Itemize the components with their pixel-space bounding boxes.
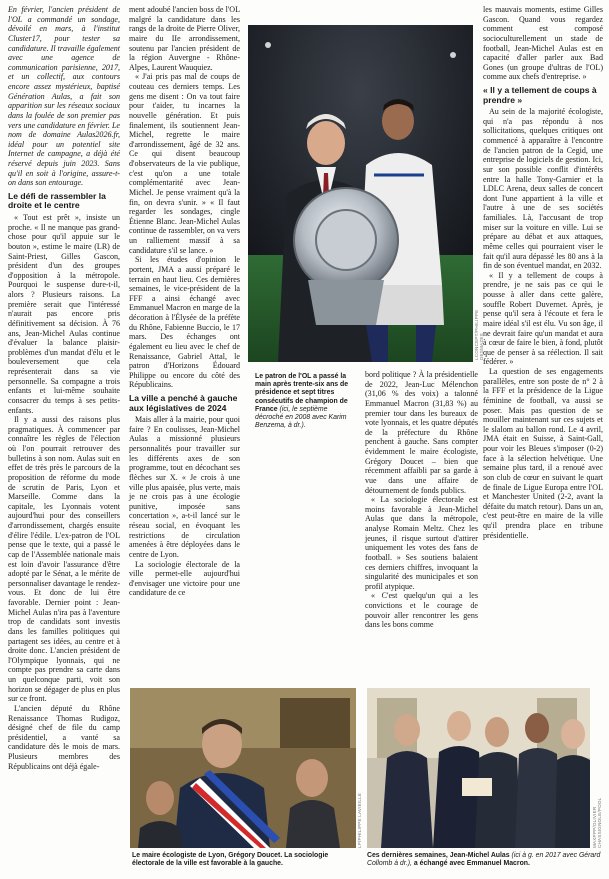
article-column-2	[129, 5, 240, 598]
photo-elysee	[367, 688, 590, 848]
paragraph: Si les études d'opinion le portent, JMA a aussi préparé le terrain en haut lieu. Ces dernières semaines, le vice-président de la FFF a ainsi échangé avec Emmanuel Macron en marge de la décoration à l'Élysée de la préfète du Rhône, Fabienne Buccio, le 17 mars. Des échanges ont également eu lieu avec le chef de Renaissance, Gabriel Attal, le patron d'Horizons Édouard Philippe ou encore du côté des Républicains.	[129, 255, 240, 390]
paragraph: La question de ses engagements parallèles, entre son poste de n° 2 à la FFF et la présidence de la Ligue féminine de football, va aussi se poser. Mais pas question de se mouiller maintenant sur ces sujets et le slalom au ballon rond. Le 4 avril, JMA était en Suisse, à Saint-Gall, pour voir les Bleues s'imposer (0-2) face à la sélection helvétique. Une semaine plus tard, il a renoué avec son club de cœur en suivant le quart de finale de Ligue Europa entre l'OL et Manchester United (2-2, avant la défaite du match retour). Dans un an, c'est peut-être en maire de la ville qu'il prendra place en tribune présidentielle.	[483, 367, 603, 540]
paragraph: les mauvais moments, estime Gilles Gascon. Quand vous regardez comment est composé socioculturellement un stade de football, Jean-Michel Aulas est en capacité d'aller parler aux Bad Gones (un groupe d'ultras de l'OL) comme aux chefs d'entreprise. »	[483, 5, 603, 82]
photo-illustration	[248, 25, 473, 362]
paragraph: Mais aller à la mairie, pour quoi faire ? En coulisses, Jean-Michel Aulas a missionné plusieurs personnalités pour travailler sur les différents axes de son programme, tout en décochant ses flèches sur X. « Je crois à une ville plus apaisée, plus verte, mais je ne crois pas à une écologie punitive, imposée sans concertation », a-t-il lancé sur le réseau social, en évoquant les restrictions de circulation amenées à être déployées dans le centre de Lyon.	[129, 415, 240, 559]
paragraph: En février, l'ancien président de l'OL a commandé un sondage, dévoilé en mars, à l'institut Cluster17, pour tester sa candidature. Il travaille également avec une agence de communication parisienne, 2017, et un collectif, aux contours encore assez mystérieux, baptisé Génération Aulas, a fait son apparition sur les réseaux sociaux dans la foulée de son premier pas vers une candidature en février. Le nom de domaine Aulas2026.fr, idéal pour un potentiel site Internet de campagne, a déjà été réservé depuis juin 2023. Sans qu'il en soit à l'origine, assure-t-on dans son entourage.	[8, 5, 120, 188]
photo-credit: LP/PHILIPPE LAVIEILLE	[357, 792, 362, 848]
caption-bold: Le patron de l'OL a passé la main après trente-six ans de présidence et sept titres consécutifs de champion de France	[255, 373, 349, 413]
paragraph: « Il y a tellement de coups à prendre, je ne sais pas ce qui le pousse à aller dans cette galère, souffle Robert Duvernet. Après, je pense qu'il sera à l'écoute et fera le maire idéal s'il est élu. Vu son âge, il ne devrait faire qu'un mandat et aura à cœur de faire le bien, à fond, plutôt que de penser à sa réélection. Il sait fédérer. »	[483, 270, 603, 367]
article-column-4	[483, 5, 603, 660]
paragraph: ment adoubé l'ancien boss de l'OL malgré la candidature dans les rangs de la droite de Pierre Oliver, maire du IIe arrondissement, soutenu par l'ancien président de la région Auvergne - Rhône-Alpes, Laurent Wauquiez.	[129, 5, 240, 72]
photo-aulas-trophy	[248, 25, 473, 362]
caption-text: a échangé avec Emmanuel Macron.	[413, 860, 530, 868]
photo-credit: LCONCEPT/PHILIPPE DESMAZES	[474, 309, 484, 360]
article-column-3	[365, 370, 478, 660]
photo-credit: MAXPPP/OLIVIER CHASSIGNOLE/POOL	[592, 797, 602, 848]
caption-italic: (ici, le septième décroché en 2008 avec Karim Benzema, à dr.).	[255, 405, 347, 430]
paragraph: « Tout est prêt », insiste un proche. « Il ne manque pas grand-chose pour qu'il appuie sur le bouton », estime le maire (LR) de Saint-Priest, Gilles Gascon, président d'un des groupes d'opposition à la métropole. Pourquoi le suspense dure-t-il, alors ? Plusieurs raisons. La première serait que l'intéressé n'aurait pas encore pris définitivement sa décision. À 76 ans, Jean-Michel Aulas continue d'évaluer la balance plaisir-problèmes d'un mandat d'élu et le bouleversement que cela représenterait dans sa vie personnelle. Sa compagne a trois enfants et lui-même souhaite consacrer du temps à ses petits-enfants.	[8, 213, 120, 415]
caption-italic: (ici à g. en 2017 avec Gérard Collomb à dr.),	[367, 852, 601, 868]
paragraph: « La sociologie électorale est moins favorable à Jean-Michel Aulas que dans la métropole, analyse Romain Meltz. Chez les jeunes, il risque surtout d'attirer uniquement les votes des fans de football. » Ses soutiens balaient ces derniers chiffres, invoquant la singularité des municipales et son profil atypique.	[365, 495, 478, 591]
paragraph: « J'ai pris pas mal de coups de couteau ces derniers temps. Les gens me disent : On va tout faire pour t'aider, tu incarnes la nouvelle génération. Et puis finalement, ils soutiennent Jean-Michel, regrette le maire d'arrondissement, âgé de 32 ans. Ce qui disent beaucoup d'observateurs de la vie publique, c'est qu'on a une totale complémentarité avec Jean-Michel. Je pense vraiment qu'à la fin, on devra s'unir. » « Il faut regarder les sondages, cingle Étienne Blanc. Jean-Michel Aulas continue de rassembler, on va vers un ralliement massif à sa candidature s'il se lance. »	[129, 72, 240, 255]
caption-bold: Le maire écologiste de Lyon, Grégory Doucet.	[132, 852, 283, 859]
paragraph: L'ancien député du Rhône Renaissance Thomas Rudigoz, désigné chef de file du camp présidentiel, a vanté sa candidature dès le mois de mars. Plusieurs membres des Républicains ont déjà égale-	[8, 703, 120, 771]
photo-illustration	[130, 688, 356, 848]
photo-caption	[255, 373, 355, 430]
paragraph: Il y a aussi des raisons plus pragmatiques. À commencer par connaître les règles de l'élection où l'on pourrait retrouver des bulletins à son nom. Aulas suit en effet de très près le parcours de la proposition de réforme du mode de scrutin de Paris, Lyon et Marseille. Comme dans la capitale, les Lyonnais votent aujourd'hui pour des conseillers d'arrondissement, chargés ensuite d'élire l'édile. L'ex-patron de l'OL pense que le texte, qui a passé le cap de l'Assemblée nationale mais est loin d'avoir l'assurance d'être adopté par le Sénat, a le mérite de personnaliser davantage le rendez-vous. Et donc de lui être favorable. Dernier point : Jean-Michel Aulas n'ira pas à l'aventure trop de candidats sont investis dans les familles politiques qui partagent ses idées, au centre et à droite donc. L'ancien président de l'Olympique lyonnais, qui ne compte pas prendre sa carte dans un quelconque parti, voit son horizon se dégager de plus en plus sur ce front.	[8, 415, 120, 704]
subheading: Le défi de rassembler la droite et le centre	[8, 190, 106, 211]
photo-caption	[367, 852, 602, 868]
paragraph: bord politique ? À la présidentielle de 2022, Jean-Luc Mélenchon (31,06 % des voix) a talonné Emmanuel Macron (31,83 %) au premier tour dans les bureaux de vote lyonnais, et les quatre députés de la préfecture du Rhône penchent à gauche. Sans compter évidemment le maire écologiste, Grégory Doucet – bien que récemment affaibli par sa garde à vue dans une affaire de détournement de fonds publics.	[365, 370, 478, 495]
caption-bold: Ces dernières semaines, Jean-Michel Aulas	[367, 852, 510, 859]
subheading: La ville a penché à gauche aux législatives de 2024	[129, 393, 238, 413]
photo-caption	[132, 852, 358, 868]
caption-text: La sociologie électorale de la ville est favorable à la gauche.	[132, 852, 329, 868]
article-column-1	[8, 5, 120, 865]
paragraph: « C'est quelqu'un qui a les convictions et le courage de pouvoir aller rencontrer les gens dans les bons comme	[365, 591, 478, 630]
paragraph: Au sein de la majorité écologiste, qui n'a pas répondu à nos sollicitations, quelques critiques ont commencé à apparaître à l'encontre de l'ancien patron de la Cegid, une entreprise de logiciels de gestion. Ici, sur son possible conflit d'intérêts entre la halle Tony-Garnier et la LDLC Arena, deux salles de concert dont l'une appartient à la ville et l'autre à une de ses sociétés familiales. Là, l'accusant de trop miser sur la voiture en ville. Lui se prépare au débat et aux attaques, même celles qui pourraient viser le fait qu'il aura dépassé les 80 ans à la fin de son éventuel mandat, en 2032.	[483, 107, 603, 271]
photo-doucet	[130, 688, 356, 848]
subheading: « Il y a tellement de coups à prendre »	[483, 85, 597, 105]
paragraph: La sociologie électorale de la ville permet-elle aujourd'hui d'envisager une victoire pour une candidature de ce	[129, 559, 240, 598]
photo-illustration	[367, 688, 590, 848]
